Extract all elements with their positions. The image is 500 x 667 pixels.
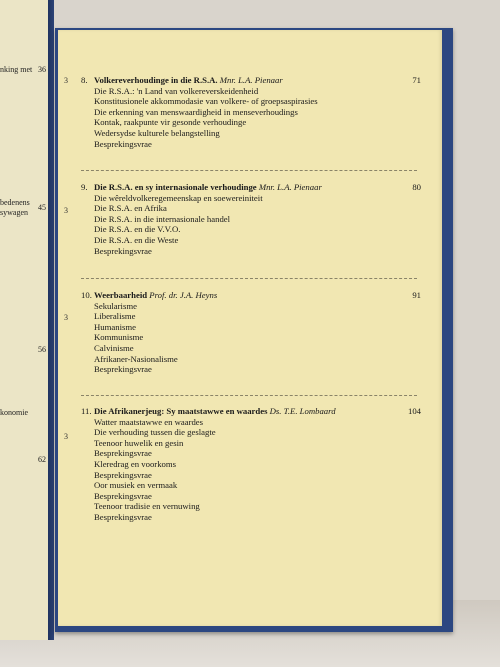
- chapter-title: Weerbaarheid: [94, 290, 148, 300]
- toc-entry-heading: [81, 182, 421, 193]
- subsection-list: [81, 86, 421, 150]
- subsection-item: Die R.S.A. en die Weste: [94, 234, 179, 245]
- left-page-fragment: sywagen: [0, 208, 28, 217]
- subsection-item: Die R.S.A.: 'n Land van volkereverskeidenheid: [94, 85, 259, 96]
- toc-entry: [81, 290, 421, 375]
- chapter-page-number: 104: [407, 406, 421, 416]
- subsection-item: Kontak, raakpunte vir gesonde verhoudinge: [94, 117, 247, 128]
- subsection-item: Besprekingsvrae: [94, 469, 152, 480]
- subsection-item: Die R.S.A. in die internasionale handel: [94, 213, 231, 224]
- chapter-title: Die R.S.A. en sy internasionale verhoudinge: [94, 182, 257, 192]
- toc-entry: [81, 182, 421, 256]
- toc-entry: [81, 75, 421, 149]
- subsection-item: Watter maatstawwe en waardes: [94, 416, 204, 427]
- left-cover-edge: [48, 0, 54, 640]
- subsection-item: Kommunisme: [94, 332, 144, 343]
- left-page-fragment: konomie: [0, 408, 28, 417]
- left-page-number: 56: [38, 345, 46, 354]
- section-divider: [81, 278, 417, 279]
- subsection-item: Die erkenning van menswaardigheid in menseverhoudings: [94, 106, 298, 117]
- subsection-list: [81, 417, 421, 523]
- side-margin-number: 3: [64, 313, 68, 322]
- section-divider: [81, 170, 417, 171]
- subsection-item: Besprekingsvrae: [94, 490, 152, 501]
- subsection-item: Teenoor huwelik en gesin: [94, 437, 184, 448]
- left-page: [0, 0, 50, 640]
- chapter-title: Volkereverhoudinge in die R.S.A.: [94, 75, 218, 85]
- toc-entry-heading: [81, 290, 421, 301]
- chapter-author: Ds. T.E. Lombaard: [269, 406, 336, 416]
- subsection-list: [81, 301, 421, 375]
- subsection-item: Besprekingsvrae: [94, 511, 152, 522]
- section-divider: [81, 395, 417, 396]
- chapter-number: 8.: [81, 75, 88, 85]
- subsection-item: Calvinisme: [94, 342, 134, 353]
- toc-entry-heading: [81, 75, 421, 86]
- chapter-page-number: 80: [412, 182, 421, 192]
- chapter-author: Mnr. L.A. Pienaar: [258, 182, 322, 192]
- subsection-item: Besprekingsvrae: [94, 364, 152, 375]
- subsection-item: Afrikaner-Nasionalisme: [94, 353, 178, 364]
- subsection-item: Die verhouding tussen die geslagte: [94, 427, 216, 438]
- subsection-item: Sekularisme: [94, 300, 137, 311]
- subsection-item: Besprekingsvrae: [94, 448, 152, 459]
- subsection-item: Konstitusionele akkommodasie van volkere- of groepsaspirasies: [94, 96, 318, 107]
- chapter-number: 11.: [81, 406, 92, 416]
- chapter-title: Die Afrikanerjeug: Sy maatstawwe en waardes: [94, 406, 268, 416]
- chapter-author: Mnr. L.A. Pienaar: [219, 75, 283, 85]
- toc-entry-heading: [81, 406, 421, 417]
- subsection-item: Kleredrag en voorkoms: [94, 458, 177, 469]
- subsection-item: Besprekingsvrae: [94, 245, 152, 256]
- left-page-number: 45: [38, 203, 46, 212]
- side-margin-number: 3: [64, 432, 68, 441]
- left-page-fragment: nking met: [0, 65, 33, 74]
- subsection-item: Liberalisme: [94, 311, 136, 322]
- toc-entry: [81, 406, 421, 523]
- chapter-page-number: 91: [412, 290, 421, 300]
- chapter-author: Prof. dr. J.A. Heyns: [149, 290, 218, 300]
- subsection-item: Oor musiek en vermaak: [94, 480, 178, 491]
- left-page-fragment: bedenens: [0, 198, 30, 207]
- contents-page: [58, 30, 442, 626]
- chapter-page-number: 71: [412, 75, 421, 85]
- subsection-item: Die R.S.A. en die V.V.O.: [94, 224, 181, 235]
- side-margin-number: 3: [64, 206, 68, 215]
- subsection-item: Humanisme: [94, 321, 136, 332]
- chapter-number: 10.: [81, 290, 92, 300]
- side-margin-number: 3: [64, 76, 68, 85]
- subsection-item: Die R.S.A. en Afrika: [94, 203, 167, 214]
- subsection-item: Die wêreldvolkeregemeenskap en soewereiniteit: [94, 192, 263, 203]
- subsection-item: Besprekingsvrae: [94, 138, 152, 149]
- left-page-number: 62: [38, 455, 46, 464]
- subsection-item: Teenoor tradisie en vernuwing: [94, 501, 200, 512]
- subsection-list: [81, 193, 421, 257]
- left-page-number: 36: [38, 65, 46, 74]
- subsection-item: Wedersydse kulturele belangstelling: [94, 127, 220, 138]
- chapter-number: 9.: [81, 182, 88, 192]
